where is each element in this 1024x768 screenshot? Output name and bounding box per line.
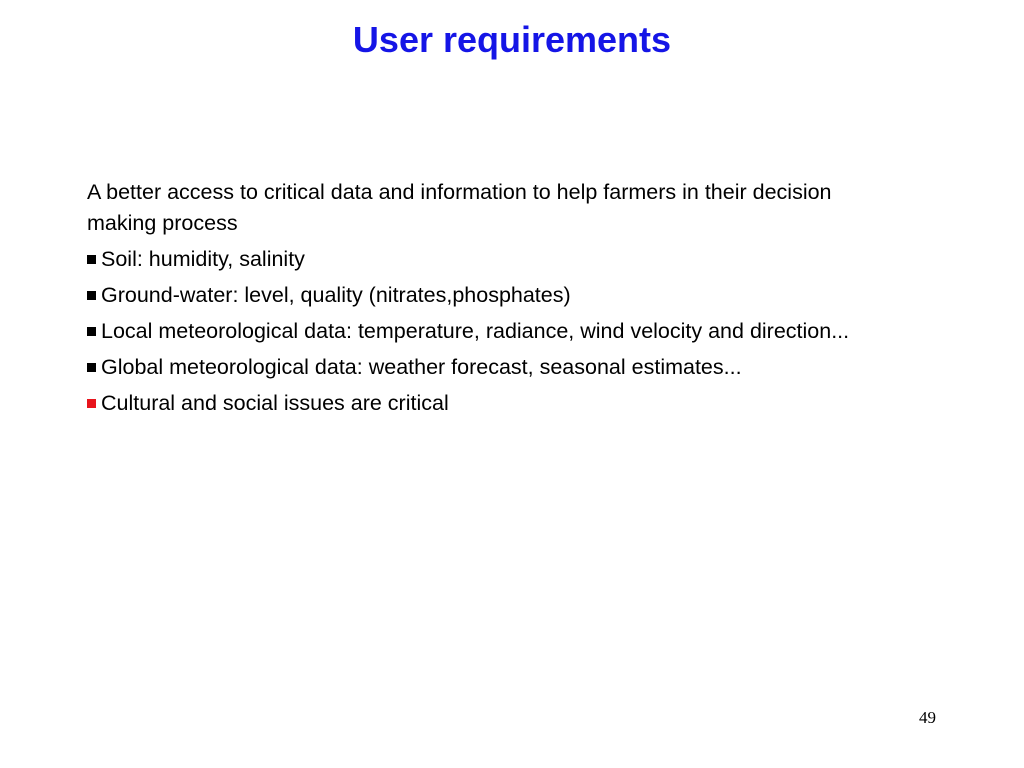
bullet-item <box>87 316 897 347</box>
bullet-text: Global meteorological data: weather forecast, seasonal estimates... <box>101 355 742 379</box>
bullet-text: Soil: humidity, salinity <box>101 247 305 271</box>
bullet-text: Ground-water: level, quality (nitrates,phosphates) <box>101 283 571 307</box>
page-number: 49 <box>919 708 936 727</box>
bullet-item <box>87 244 897 275</box>
intro-paragraph: A better access to critical data and information to help farmers in their decision making process <box>87 180 832 235</box>
square-bullet-icon <box>87 399 96 408</box>
square-bullet-icon <box>87 363 96 372</box>
square-bullet-icon <box>87 255 96 264</box>
bullet-text: Local meteorological data: temperature, radiance, wind velocity and direction... <box>101 319 850 343</box>
bullet-item <box>87 388 897 419</box>
square-bullet-icon <box>87 291 96 300</box>
square-bullet-icon <box>87 327 96 336</box>
slide-title: User requirements <box>352 19 672 60</box>
bullet-text: Cultural and social issues are critical <box>101 391 449 415</box>
bullet-item <box>87 280 897 311</box>
bullet-item <box>87 352 897 383</box>
slide-body <box>87 177 897 424</box>
